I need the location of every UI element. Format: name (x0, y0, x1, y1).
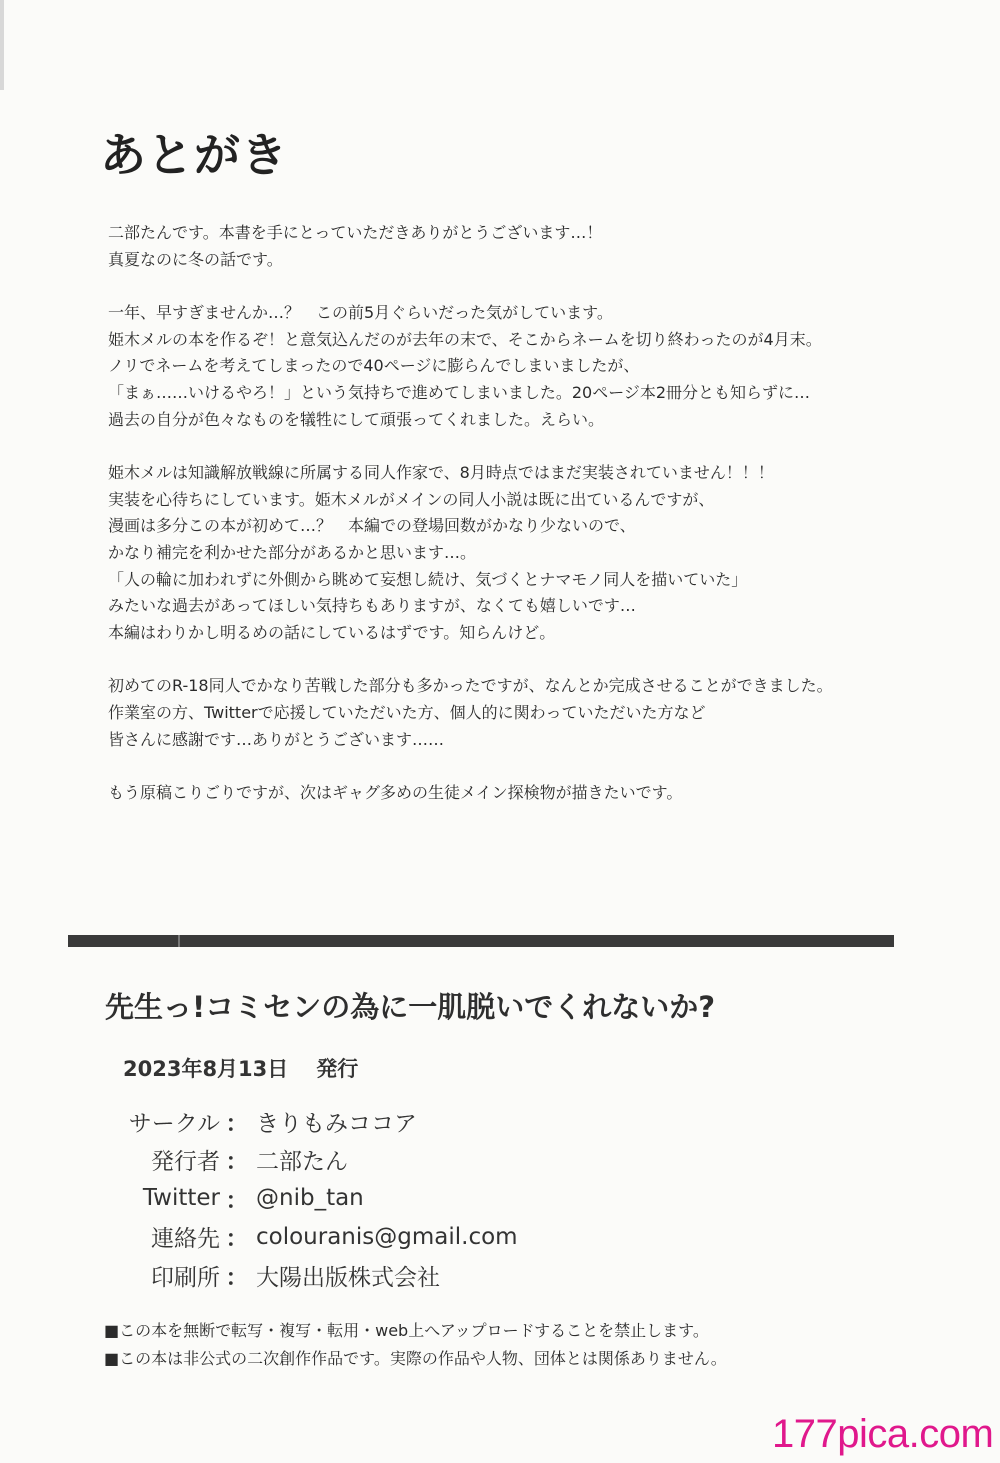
colophon-value: きりもみココア (256, 1110, 417, 1137)
text-line: もう原稿こりごりですが、次はギャグ多めの生徒メイン探検物が描きたいです。 (108, 783, 683, 803)
notice-line: ■この本は非公式の二次創作作品です。実際の作品や人物、団体とは関係ありません。 (104, 1349, 727, 1368)
text-line: 作業室の方、Twitterで応援していただいた方、個人的に関わっていただいた方など (108, 702, 706, 722)
text-line: みたいな過去があってほしい気持ちもありますが、なくても嬉しいです… (108, 596, 636, 616)
colophon-colon: ： (225, 1226, 249, 1253)
afterword-paragraph (108, 780, 968, 807)
divider-notch (178, 935, 180, 947)
colophon-colon: ： (225, 1264, 249, 1291)
text-line: 二部たんです。本書を手にとっていただきありがとうございます…！ (108, 223, 603, 242)
afterword-paragraph (108, 673, 968, 753)
text-line: 一年、早すぎませんか…？ この前5月ぐらいだった気がしています。 (108, 303, 613, 323)
colophon-label: 印刷所 (151, 1264, 220, 1291)
text-line: 「まぁ……いけるやろ！」という気持ちで進めてしまいました。20ページ本2冊分とも知らずに… (108, 382, 811, 402)
date-suffix: 発行 (316, 1057, 359, 1081)
colophon-value: @nib_tan (256, 1185, 364, 1212)
colophon-value: colouranis@gmail.com (256, 1223, 518, 1250)
text-line: 皆さんに感謝です…ありがとうございます…… (108, 729, 445, 749)
colophon-label: 連絡先 (151, 1226, 220, 1253)
text-line: 実装を心待ちにしています。姫木メルがメインの同人小説は既に出ているんですが、 (108, 489, 715, 509)
notices (104, 1317, 727, 1373)
text-line: かなり補完を利かせた部分があるかと思います…。 (108, 542, 477, 562)
afterword-title: あとがき (100, 128, 288, 182)
colophon-row-circle (100, 1102, 518, 1141)
notice-line: ■この本を無断で転写・複写・転用・web上へアップロードすることを禁止します。 (104, 1321, 709, 1340)
colophon-label: サークル (128, 1110, 220, 1137)
text-line: 本編はわりかし明るめの話にしているはずです。知らんけど。 (108, 622, 556, 642)
text-line: 過去の自分が色々なものを犠牲にして頑張ってくれました。えらい。 (108, 409, 605, 429)
colophon-colon: ： (225, 1187, 249, 1214)
publication-date (123, 1053, 358, 1083)
colophon-row-twitter (100, 1179, 518, 1218)
text-line: 初めてのR-18同人でかなり苦戦した部分も多かったですが、なんとか完成させることができました。 (108, 676, 833, 696)
afterword-paragraph (108, 220, 968, 273)
text-line: ノリでネームを考えてしまったので40ページに膨らんでしまいましたが、 (108, 356, 640, 376)
section-divider (68, 935, 894, 947)
page-edge-shadow (0, 0, 4, 90)
colophon-colon: ： (225, 1149, 249, 1176)
afterword-body (108, 220, 968, 834)
watermark: 177pica.com (772, 1412, 994, 1456)
afterword-paragraph (108, 300, 968, 433)
colophon-value: 二部たん (256, 1149, 348, 1176)
colophon-label: 発行者 (151, 1149, 220, 1176)
colophon-table (100, 1102, 518, 1295)
colophon-value: 大陽出版株式会社 (256, 1264, 440, 1291)
colophon-row-contact (100, 1218, 518, 1257)
afterword-paragraph (108, 460, 968, 646)
date-value: 2023年8月13日 (123, 1057, 289, 1081)
text-line: 姫木メルの本を作るぞ！と意気込んだのが去年の末で、そこからネームを切り終わったのが4月末。 (108, 329, 822, 349)
text-line: 真夏なのに冬の話です。 (108, 249, 283, 269)
colophon-row-publisher (100, 1141, 518, 1180)
text-line: 漫画は多分この本が初めて…？ 本編での登場回数がかなり少ないので、 (108, 516, 636, 536)
text-line: 姫木メルは知識解放戦線に所属する同人作家で、8月時点ではまだ実装されていません！！！ (108, 463, 774, 483)
text-line: 「人の輪に加われずに外側から眺めて妄想し続け、気づくとナマモノ同人を描いていた」 (108, 569, 748, 589)
colophon-colon: ： (225, 1110, 249, 1137)
book-title: 先生っ!コミセンの為に一肌脱いでくれないか? (105, 990, 716, 1024)
colophon-label: Twitter (142, 1185, 220, 1212)
colophon-row-printer (100, 1256, 518, 1295)
